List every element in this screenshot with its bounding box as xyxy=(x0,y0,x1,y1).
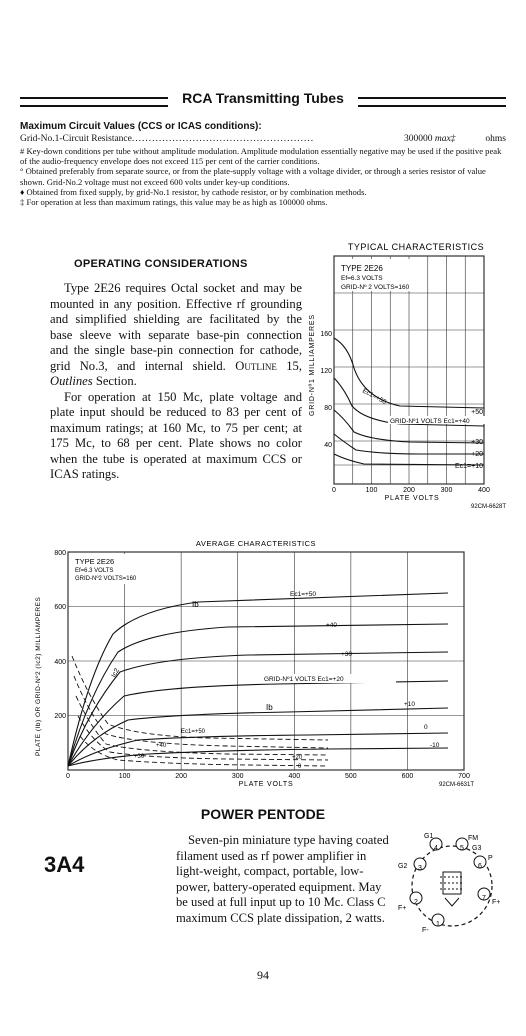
curve-label: +20 xyxy=(471,451,483,458)
pin-label-p: P xyxy=(488,855,493,862)
pin-label-fm: FM xyxy=(468,835,479,842)
pin-number: 5 xyxy=(460,845,464,852)
ib-curve-label: Ec1=+50 xyxy=(290,591,317,598)
page-title: RCA Transmitting Tubes xyxy=(182,90,344,106)
footnotes xyxy=(20,146,508,207)
footnote: ♦ Obtained from fixed supply, by grid-No.1 resistor, by cathode resistor, or by combination methods. xyxy=(20,186,367,197)
ib-curve-label: GRID-Nº1 VOLTS Ec1=+20 xyxy=(264,676,344,683)
plate-current-curve xyxy=(68,733,448,766)
type-label: TYPE 2E26 xyxy=(341,264,383,273)
annotation-ec1: Ec1=+50 xyxy=(361,387,388,406)
x-tick: 400 xyxy=(478,487,490,494)
pin-label-fplus-left: F+ xyxy=(398,905,407,912)
curve-label: Ec1=+10 xyxy=(454,463,483,470)
y-tick: 800 xyxy=(54,550,66,557)
operating-considerations-heading: OPERATING CONSIDERATIONS xyxy=(74,258,248,270)
pin-label-g2: G2 xyxy=(398,863,408,870)
filament-label: Ef=6.3 VOLTS xyxy=(341,275,383,282)
chart-title: AVERAGE CHARACTERISTICS xyxy=(195,539,317,548)
chart-title: TYPICAL CHARACTERISTICS xyxy=(347,242,485,252)
ib-label: Ib xyxy=(192,600,199,609)
footnote: ‡ For operation at less than maximum ratings, this value may be as high as 100000 ohms. xyxy=(20,197,328,208)
chart-grid xyxy=(68,552,464,770)
rating-unit: ohms xyxy=(485,134,506,144)
typical-characteristics-chart xyxy=(300,238,510,510)
pin-label-fplus: F+ xyxy=(492,899,501,906)
annotation-grid-volts: GRID-Nº1 VOLTS Ec1=+40 xyxy=(390,418,470,425)
grid2-label: GRID-Nº2 VOLTS=160 xyxy=(75,576,137,582)
ic2-curve-label: +30 xyxy=(134,754,145,760)
y-axis-label: PLATE (Ib) OR GRID-Nº2 (Ic2) MILLIAMPERES xyxy=(35,596,42,756)
chart-code: 92CM-6631T xyxy=(438,782,474,788)
pin-number: 7 xyxy=(482,895,486,902)
x-tick: 200 xyxy=(175,773,187,780)
average-characteristics-chart xyxy=(28,536,508,798)
screen-current-curve xyxy=(80,736,328,766)
pin-number: 6 xyxy=(478,863,482,870)
header-rule-left xyxy=(20,97,168,107)
rating-value: 300000 max‡ xyxy=(403,134,456,144)
footnote: # Key-down conditions per tube without amplitude modulation. Amplitude modulation essentially negative may be used if the positive peak of the audio-frequency envelope does not exceed 115 per cent of the carrier conditions. xyxy=(20,146,502,167)
curve-label: +30 xyxy=(471,439,483,446)
tube-electrodes xyxy=(440,872,464,906)
base-pin-diagram xyxy=(396,828,506,944)
outlines-ref: Outlines xyxy=(50,374,93,388)
ib-label: Ib xyxy=(266,703,273,712)
curve-label: +50 xyxy=(471,409,483,416)
x-tick: 600 xyxy=(401,773,414,780)
x-tick: 100 xyxy=(365,487,378,494)
pin-number: 4 xyxy=(434,845,438,852)
chart-code: 92CM-6628T xyxy=(470,504,506,510)
ic2-curve-label: +40 xyxy=(156,743,167,749)
ic2-curve-label: 0 xyxy=(298,764,302,770)
operating-considerations-text xyxy=(50,281,302,483)
x-tick: 0 xyxy=(332,487,336,494)
max-rating-row xyxy=(20,134,506,144)
ib-curve-label: +30 xyxy=(341,651,353,658)
x-axis-label: PLATE VOLTS xyxy=(238,781,294,788)
type-label: TYPE 2E26 xyxy=(75,557,115,566)
plate-current-curve xyxy=(68,681,448,766)
ib-curve-label: +10 xyxy=(404,701,416,708)
ib-curve-label: +40 xyxy=(326,622,338,629)
x-axis-label: PLATE VOLTS xyxy=(384,495,440,502)
screen-current-curve xyxy=(72,656,328,740)
pin-label-g1: G1 xyxy=(424,833,434,840)
pin-number: 2 xyxy=(414,899,418,906)
plate-current-curve xyxy=(68,708,448,766)
y-tick: 400 xyxy=(54,659,66,666)
y-tick: 80 xyxy=(324,405,332,412)
y-tick: 40 xyxy=(324,442,332,449)
ic2-curve-label: Ec1=+50 xyxy=(181,729,206,735)
x-tick: 300 xyxy=(231,773,244,780)
grid2-label: GRID-Nº 2 VOLTS=160 xyxy=(341,284,410,291)
pin-label-g3: G3 xyxy=(472,845,482,852)
y-tick: 600 xyxy=(54,604,66,611)
pin-label-fminus: F- xyxy=(422,927,429,934)
page-number: 94 xyxy=(257,968,269,982)
plate-current-curve xyxy=(68,624,448,766)
pin-number: 1 xyxy=(436,921,440,928)
tube-type-3a4: 3A4 xyxy=(44,852,85,877)
plate-current-curve xyxy=(68,748,448,766)
ib-curve-label: -10 xyxy=(430,742,440,749)
y-tick: 200 xyxy=(54,713,66,720)
x-tick: 300 xyxy=(440,487,453,494)
ic2-label: Ic2 xyxy=(110,667,122,679)
outline-ref: Outline xyxy=(235,358,277,373)
x-tick: 400 xyxy=(288,773,301,780)
rating-label: Grid-No.1-Circuit Resistance xyxy=(20,134,132,144)
page-header xyxy=(20,88,506,112)
pin-number: 3 xyxy=(418,865,422,872)
y-tick: 120 xyxy=(320,368,332,375)
paragraph: Type 2E26 requires Octal socket and may be mounted in any position. Effective rf grounding and simplified shielding are facilitated by the base sleeve with separate base-pin connection and the single base-pin connection for cathode, grid No.3, and internal shield. Outline 15, Outlines Section. xyxy=(50,281,303,388)
rating-qualifier: max‡ xyxy=(434,134,456,144)
paragraph: Seven-pin miniature type having coated filament used as rf power amplifier in light-weight, compact, portable, low-power, battery-operated equipment. May be used at full input up to 10 Mc. Class C maximum CCS plate dissipation, 2 watts. xyxy=(176,833,389,925)
paragraph: For operation at 150 Mc, plate voltage and plate input should be reduced to 83 per cent of maximum ratings; at 160 Mc, to 75 per cent; at 175 Mc, to 68 per cent. Plate shows no color when the tube is operated at maximum CCS or ICAS ratings. xyxy=(50,389,302,481)
power-pentode-description xyxy=(176,833,396,926)
ic2-curve-label: +20 xyxy=(292,755,303,761)
power-pentode-heading: POWER PENTODE xyxy=(200,806,326,822)
ib-curve-label: 0 xyxy=(424,724,428,731)
x-tick: 100 xyxy=(118,773,131,780)
max-circuit-values-title: Maximum Circuit Values (CCS or ICAS conditions): xyxy=(20,121,262,132)
filament-label: Ef=6.3 VOLTS xyxy=(75,568,114,574)
y-axis-label: GRID-Nº1 MILLIAMPERES xyxy=(309,314,316,416)
leader-dots: ...................................................... xyxy=(131,134,315,144)
y-tick: 160 xyxy=(320,331,332,338)
x-tick: 200 xyxy=(403,487,415,494)
footnote: ° Obtained preferably from separate source, or from the plate-supply voltage with a voltage divider, or through a series resistor of value shown. Grid-No.2 voltage must not exceed 600 volts under key-up conditions. xyxy=(20,166,486,187)
x-tick: 500 xyxy=(345,773,357,780)
x-tick: 700 xyxy=(458,773,470,780)
x-tick: 0 xyxy=(66,773,70,780)
header-rule-right xyxy=(358,97,506,107)
